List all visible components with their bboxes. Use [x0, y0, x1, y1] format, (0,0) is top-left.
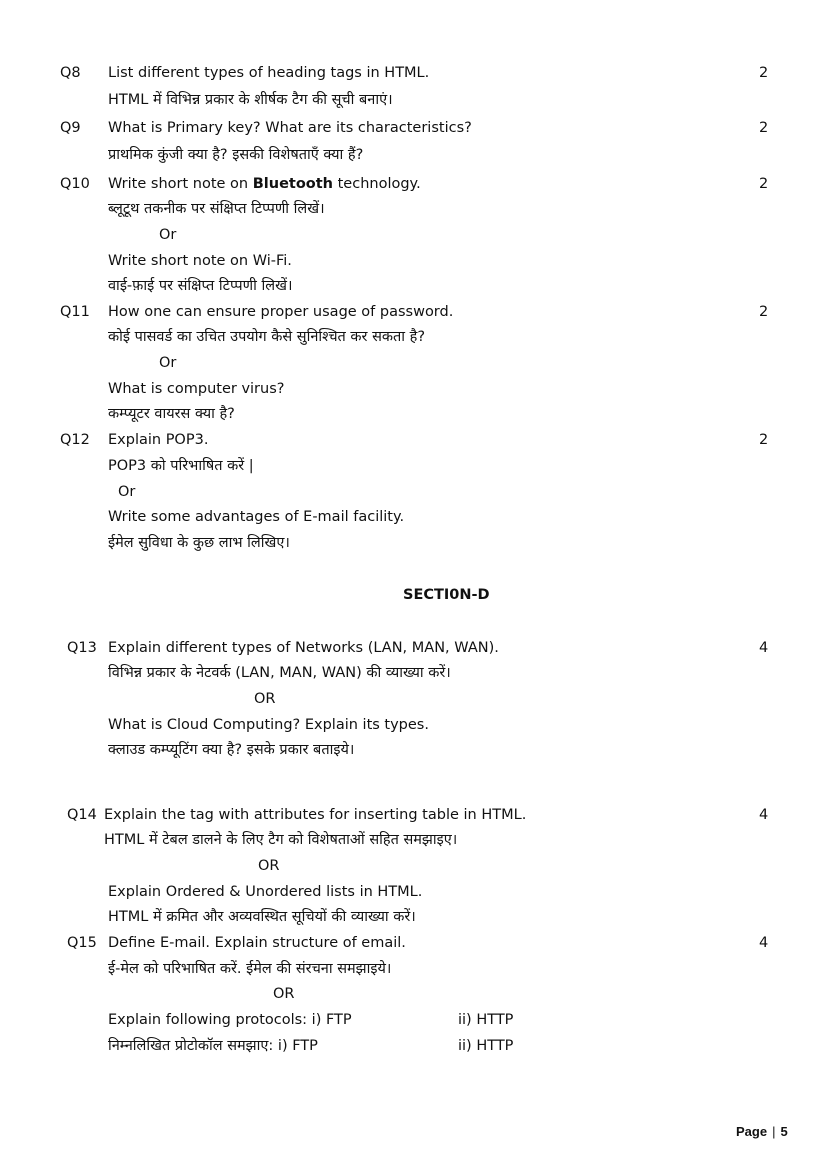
alternate-question-hi-option: ii) HTTP — [458, 1038, 514, 1054]
question-text-en: How one can ensure proper usage of password. — [108, 304, 454, 320]
question-text-en: Explain POP3. — [108, 432, 209, 448]
question-text-hi: कोई पासवर्ड का उचित उपयोग कैसे सुनिश्चित कर सकता है? — [108, 329, 426, 345]
section-heading: SECTI0N-D — [403, 587, 490, 603]
question-marks: 2 — [759, 120, 769, 136]
alternate-question-hi: क्लाउड कम्प्यूटिंग क्या है? इसके प्रकार बताइये। — [108, 742, 355, 758]
or-separator: OR — [258, 858, 280, 874]
question-text-en: Define E-mail. Explain structure of email. — [108, 935, 406, 951]
question-text-bold: Bluetooth — [252, 176, 334, 192]
alternate-question-hi: वाई-फ़ाई पर संक्षिप्त टिप्पणी लिखें। — [108, 278, 293, 294]
question-marks: 4 — [759, 640, 769, 656]
question-marks: 4 — [759, 807, 769, 823]
page-separator: | — [772, 1124, 776, 1139]
question-number: Q11 — [60, 304, 90, 320]
question-text-en: Explain the tag with attributes for inserting table in HTML. — [104, 807, 527, 823]
question-text-hi: विभिन्न प्रकार के नेटवर्क (LAN, MAN, WAN) की व्याख्या करें। — [108, 665, 451, 681]
alternate-question-en-option: ii) HTTP — [458, 1012, 514, 1028]
alternate-question-en: Explain Ordered & Unordered lists in HTML. — [108, 884, 423, 900]
question-number: Q9 — [60, 120, 81, 136]
question-number: Q10 — [60, 176, 90, 192]
question-marks: 2 — [759, 176, 769, 192]
or-separator: OR — [254, 691, 276, 707]
question-marks: 2 — [759, 432, 769, 448]
question-text-en: Explain different types of Networks (LAN, MAN, WAN). — [108, 640, 499, 656]
alternate-question-en: Explain following protocols: i) FTP — [108, 1012, 352, 1028]
question-number: Q12 — [60, 432, 90, 448]
question-number: Q8 — [60, 65, 81, 81]
alternate-question-en: What is computer virus? — [108, 381, 285, 397]
question-marks: 2 — [759, 304, 769, 320]
question-text-part: Write short note on — [108, 176, 253, 192]
question-number: Q13 — [67, 640, 97, 656]
page-footer — [736, 1124, 788, 1139]
alternate-question-hi: HTML में क्रमित और अव्यवस्थित सूचियों की व्याख्या करें। — [108, 909, 416, 925]
question-text-part: technology. — [333, 176, 421, 192]
question-number: Q15 — [67, 935, 97, 951]
or-separator: Or — [159, 355, 177, 371]
question-text-hi: HTML में विभिन्न प्रकार के शीर्षक टैग की सूची बनाएं। — [108, 92, 393, 108]
page-label: Page — [736, 1124, 768, 1139]
question-number: Q14 — [67, 807, 97, 823]
alternate-question-en: Write some advantages of E-mail facility. — [108, 509, 405, 525]
question-text-hi: POP3 को परिभाषित करें | — [108, 458, 254, 474]
question-text-hi: HTML में टेबल डालने के लिए टैग को विशेषताओं सहित समझाइए। — [104, 832, 458, 848]
page-number: 5 — [780, 1124, 788, 1139]
question-text-en: List different types of heading tags in HTML. — [108, 65, 430, 81]
or-separator: Or — [159, 227, 177, 243]
or-separator: OR — [273, 986, 295, 1002]
question-marks: 4 — [759, 935, 769, 951]
alternate-question-hi: ईमेल सुविधा के कुछ लाभ लिखिए। — [108, 535, 290, 551]
question-text-en — [108, 175, 421, 193]
question-text-en: What is Primary key? What are its characteristics? — [108, 120, 472, 136]
alternate-question-en: What is Cloud Computing? Explain its types. — [108, 717, 429, 733]
or-separator: Or — [118, 484, 136, 500]
question-text-hi: प्राथमिक कुंजी क्या है? इसकी विशेषताएँ क्या हैं? — [108, 147, 364, 163]
alternate-question-hi: निम्नलिखित प्रोटोकॉल समझाए: i) FTP — [108, 1038, 318, 1054]
question-text-hi: ब्लूटूथ तकनीक पर संक्षिप्त टिप्पणी लिखें। — [108, 201, 325, 217]
alternate-question-hi: कम्प्यूटर वायरस क्या है? — [108, 406, 235, 422]
question-text-hi: ई-मेल को परिभाषित करें. ईमेल की संरचना समझाइये। — [108, 961, 392, 977]
question-marks: 2 — [759, 65, 769, 81]
alternate-question-en: Write short note on Wi-Fi. — [108, 253, 292, 269]
